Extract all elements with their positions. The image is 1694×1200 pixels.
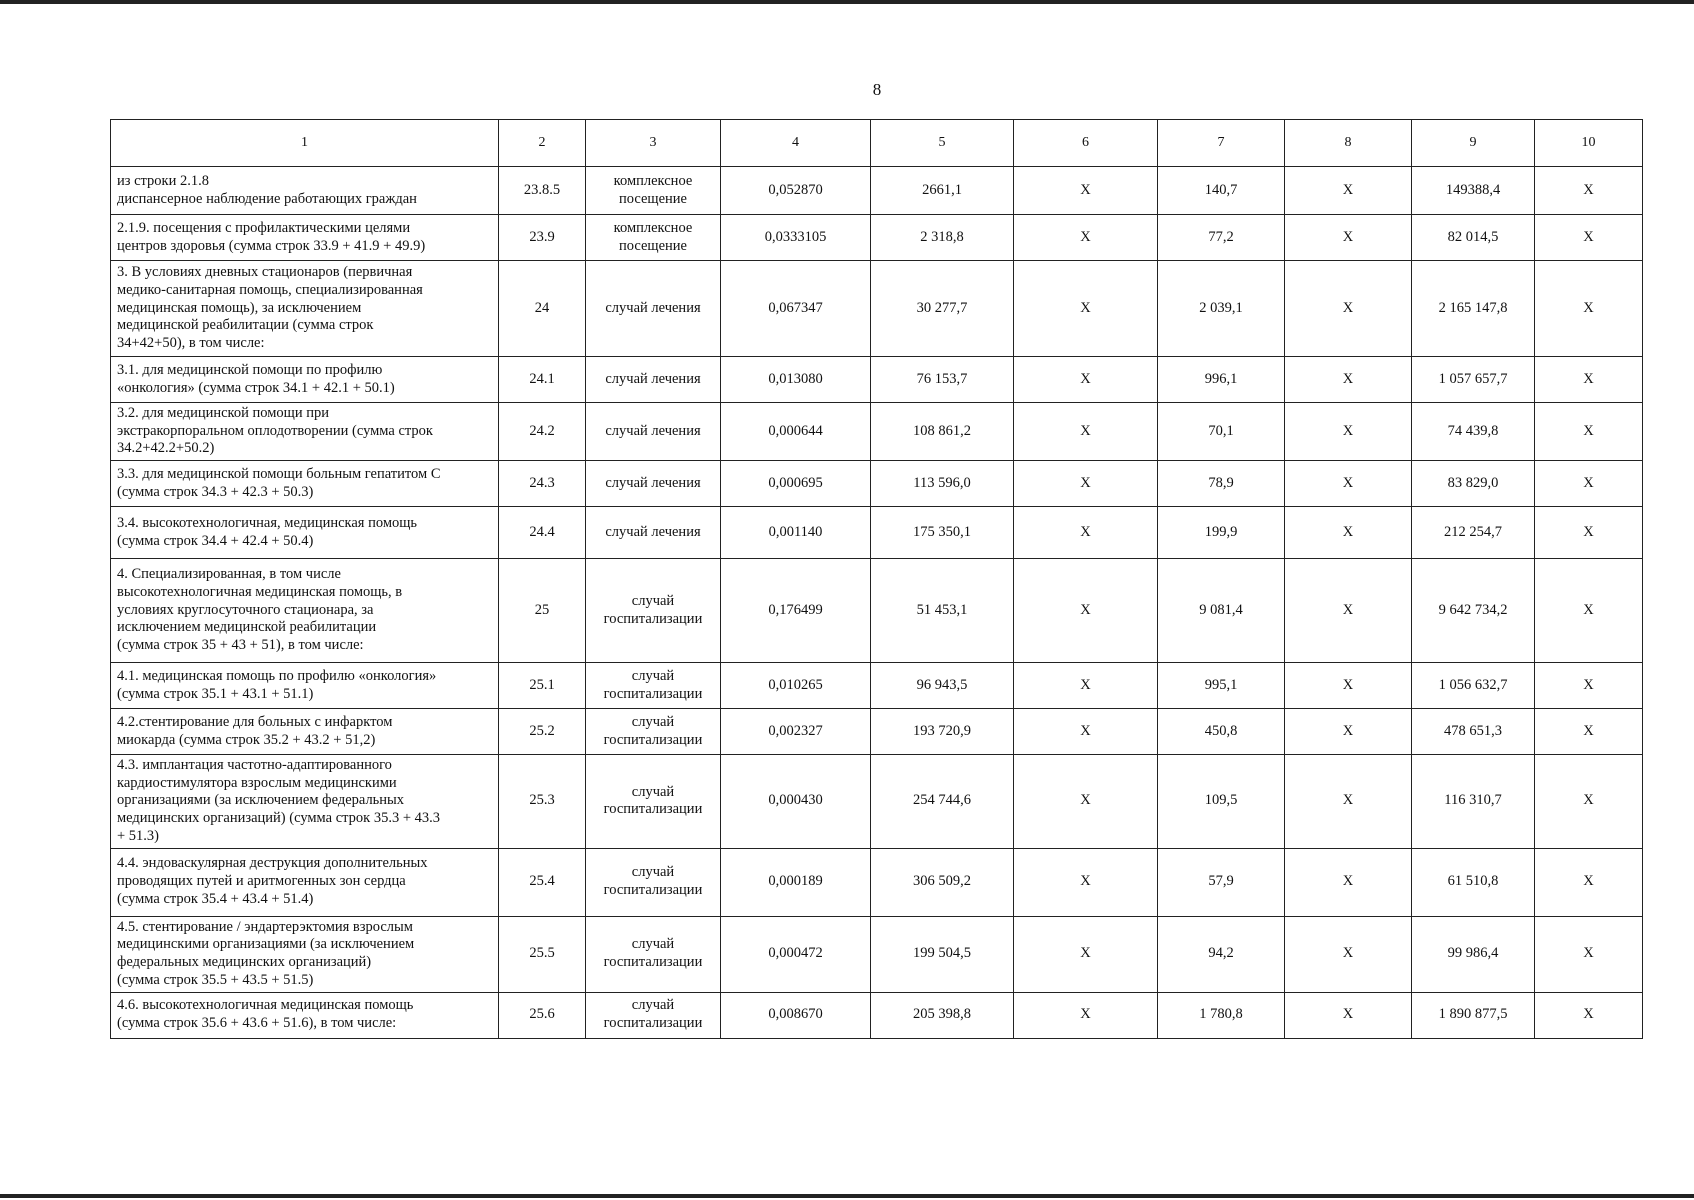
table-cell-col7: 94,2	[1158, 916, 1285, 992]
table-cell-col1: 3. В условиях дневных стационаров (первичная медико-санитарная помощь, специализированная медицинская помощь), за исключением медицинской реабилитации (сумма строк 34+42+50), в том числе:	[111, 261, 499, 357]
table-cell-col4: 0,0333105	[721, 215, 871, 261]
table-cell-col3: случай госпитализации	[586, 992, 721, 1038]
table-cell-col2: 23.8.5	[499, 167, 586, 215]
table-cell-col3: случай лечения	[586, 403, 721, 461]
table-cell-col9: 478 651,3	[1412, 709, 1535, 755]
table-cell-col3: случай лечения	[586, 357, 721, 403]
table-cell-col3: случай лечения	[586, 261, 721, 357]
table-cell-col6: X	[1014, 357, 1158, 403]
table-cell-col8: X	[1285, 461, 1412, 507]
table-cell-col9: 9 642 734,2	[1412, 559, 1535, 663]
table-row	[111, 559, 1643, 663]
table-cell-col2: 25.6	[499, 992, 586, 1038]
table-cell-col5: 96 943,5	[871, 663, 1014, 709]
table-cell-col5: 254 744,6	[871, 755, 1014, 848]
table-cell-col10: X	[1535, 992, 1643, 1038]
table-row	[111, 357, 1643, 403]
table-cell-col5: 199 504,5	[871, 916, 1014, 992]
header-row	[111, 120, 1643, 167]
table-cell-col2: 23.9	[499, 215, 586, 261]
table-cell-col9: 82 014,5	[1412, 215, 1535, 261]
table-cell-col10: X	[1535, 755, 1643, 848]
table-cell-col10: X	[1535, 357, 1643, 403]
table-cell-col1: 4.4. эндоваскулярная деструкция дополнительных проводящих путей и аритмогенных зон сердца (сумма строк 35.4 + 43.4 + 51.4)	[111, 848, 499, 916]
table-cell-col2: 25	[499, 559, 586, 663]
table-cell-col6: X	[1014, 992, 1158, 1038]
table-cell-col10: X	[1535, 709, 1643, 755]
table-cell-col7: 70,1	[1158, 403, 1285, 461]
table-cell-col8: X	[1285, 167, 1412, 215]
table-cell-col10: X	[1535, 215, 1643, 261]
table-cell-col7: 996,1	[1158, 357, 1285, 403]
table-cell-col5: 113 596,0	[871, 461, 1014, 507]
table-row	[111, 167, 1643, 215]
table-cell-col2: 25.2	[499, 709, 586, 755]
table-cell-col5: 2 318,8	[871, 215, 1014, 261]
table-cell-col8: X	[1285, 261, 1412, 357]
table-cell-col3: комплексное посещение	[586, 167, 721, 215]
table-cell-col10: X	[1535, 261, 1643, 357]
table-cell-col10: X	[1535, 559, 1643, 663]
table-cell-col7: 995,1	[1158, 663, 1285, 709]
table-cell-col2: 25.1	[499, 663, 586, 709]
table-cell-col8: X	[1285, 992, 1412, 1038]
table-cell-col8: X	[1285, 507, 1412, 559]
table-cell-col4: 0,010265	[721, 663, 871, 709]
table-cell-col6: X	[1014, 215, 1158, 261]
table-cell-col8: X	[1285, 916, 1412, 992]
page-number: 8	[872, 80, 882, 99]
table-cell-col6: X	[1014, 403, 1158, 461]
table-cell-col8: X	[1285, 215, 1412, 261]
column-header-4: 4	[721, 120, 871, 167]
table-cell-col1: 3.4. высокотехнологичная, медицинская помощь (сумма строк 34.4 + 42.4 + 50.4)	[111, 507, 499, 559]
table-cell-col8: X	[1285, 559, 1412, 663]
table-row	[111, 709, 1643, 755]
table-cell-col5: 108 861,2	[871, 403, 1014, 461]
table-cell-col1: 3.1. для медицинской помощи по профилю «онкология» (сумма строк 34.1 + 42.1 + 50.1)	[111, 357, 499, 403]
table-cell-col9: 1 056 632,7	[1412, 663, 1535, 709]
table-cell-col6: X	[1014, 261, 1158, 357]
table-cell-col8: X	[1285, 663, 1412, 709]
table-cell-col4: 0,000472	[721, 916, 871, 992]
table-cell-col9: 212 254,7	[1412, 507, 1535, 559]
table-cell-col6: X	[1014, 167, 1158, 215]
table-cell-col6: X	[1014, 507, 1158, 559]
table-cell-col6: X	[1014, 709, 1158, 755]
table-row	[111, 215, 1643, 261]
table-cell-col5: 76 153,7	[871, 357, 1014, 403]
table-cell-col9: 1 890 877,5	[1412, 992, 1535, 1038]
table-cell-col4: 0,067347	[721, 261, 871, 357]
table-cell-col7: 77,2	[1158, 215, 1285, 261]
table-cell-col4: 0,000644	[721, 403, 871, 461]
data-table	[110, 119, 1643, 1039]
table-cell-col3: случай госпитализации	[586, 755, 721, 848]
table-cell-col2: 25.3	[499, 755, 586, 848]
table-cell-col3: случай лечения	[586, 461, 721, 507]
table-cell-col4: 0,008670	[721, 992, 871, 1038]
table-cell-col7: 78,9	[1158, 461, 1285, 507]
table-cell-col1: 4.1. медицинская помощь по профилю «онкология» (сумма строк 35.1 + 43.1 + 51.1)	[111, 663, 499, 709]
table-cell-col9: 149388,4	[1412, 167, 1535, 215]
table-cell-col5: 205 398,8	[871, 992, 1014, 1038]
table-cell-col3: случай госпитализации	[586, 848, 721, 916]
table-row	[111, 916, 1643, 992]
table-cell-col2: 25.4	[499, 848, 586, 916]
column-header-10: 10	[1535, 120, 1643, 167]
column-header-5: 5	[871, 120, 1014, 167]
table-row	[111, 848, 1643, 916]
table-cell-col9: 1 057 657,7	[1412, 357, 1535, 403]
table-cell-col6: X	[1014, 916, 1158, 992]
column-header-7: 7	[1158, 120, 1285, 167]
table-row	[111, 992, 1643, 1038]
column-header-3: 3	[586, 120, 721, 167]
table-cell-col10: X	[1535, 461, 1643, 507]
table-cell-col3: случай госпитализации	[586, 709, 721, 755]
table-cell-col1: из строки 2.1.8 диспансерное наблюдение работающих граждан	[111, 167, 499, 215]
table-cell-col6: X	[1014, 663, 1158, 709]
table-cell-col6: X	[1014, 461, 1158, 507]
table-cell-col7: 140,7	[1158, 167, 1285, 215]
table-cell-col7: 9 081,4	[1158, 559, 1285, 663]
table-cell-col7: 57,9	[1158, 848, 1285, 916]
table-cell-col1: 4.3. имплантация частотно-адаптированного кардиостимулятора взрослым медицинскими организациями (за исключением федеральных медицинских организаций) (сумма строк 35.3 + 43.3 + 51.3)	[111, 755, 499, 848]
table-cell-col6: X	[1014, 848, 1158, 916]
table-cell-col1: 3.3. для медицинской помощи больным гепатитом С (сумма строк 34.3 + 42.3 + 50.3)	[111, 461, 499, 507]
table-cell-col3: случай госпитализации	[586, 559, 721, 663]
table-cell-col10: X	[1535, 167, 1643, 215]
table-cell-col1: 3.2. для медицинской помощи при экстракорпоральном оплодотворении (сумма строк 34.2+42.2+50.2)	[111, 403, 499, 461]
table-cell-col9: 2 165 147,8	[1412, 261, 1535, 357]
table-cell-col2: 24.4	[499, 507, 586, 559]
table-cell-col1: 4.5. стентирование / эндартерэктомия взрослым медицинскими организациями (за исключением федеральных медицинских организаций) (сумма строк 35.5 + 43.5 + 51.5)	[111, 916, 499, 992]
table-cell-col5: 306 509,2	[871, 848, 1014, 916]
table-cell-col7: 450,8	[1158, 709, 1285, 755]
table-cell-col4: 0,000430	[721, 755, 871, 848]
table-cell-col9: 83 829,0	[1412, 461, 1535, 507]
table-row	[111, 261, 1643, 357]
table-cell-col10: X	[1535, 848, 1643, 916]
table-cell-col10: X	[1535, 916, 1643, 992]
table-cell-col9: 74 439,8	[1412, 403, 1535, 461]
table-cell-col10: X	[1535, 507, 1643, 559]
table-cell-col4: 0,000695	[721, 461, 871, 507]
table-cell-col5: 175 350,1	[871, 507, 1014, 559]
table-cell-col7: 2 039,1	[1158, 261, 1285, 357]
table-cell-col10: X	[1535, 403, 1643, 461]
table-cell-col1: 4. Специализированная, в том числе высокотехнологичная медицинская помощь, в условиях круглосуточного стационара, за исключением медицинской реабилитации (сумма строк 35 + 43 + 51), в том числе:	[111, 559, 499, 663]
table-cell-col7: 199,9	[1158, 507, 1285, 559]
table-row	[111, 403, 1643, 461]
table-cell-col5: 193 720,9	[871, 709, 1014, 755]
table-cell-col8: X	[1285, 848, 1412, 916]
column-header-1: 1	[111, 120, 499, 167]
table-cell-col6: X	[1014, 755, 1158, 848]
table-cell-col7: 1 780,8	[1158, 992, 1285, 1038]
table-cell-col6: X	[1014, 559, 1158, 663]
table-cell-col1: 2.1.9. посещения с профилактическими целями центров здоровья (сумма строк 33.9 + 41.9 + 49.9)	[111, 215, 499, 261]
table-cell-col4: 0,052870	[721, 167, 871, 215]
table-cell-col4: 0,013080	[721, 357, 871, 403]
table-cell-col4: 0,001140	[721, 507, 871, 559]
table-cell-col1: 4.6. высокотехнологичная медицинская помощь (сумма строк 35.6 + 43.6 + 51.6), в том числе:	[111, 992, 499, 1038]
table-cell-col9: 61 510,8	[1412, 848, 1535, 916]
table-cell-col10: X	[1535, 663, 1643, 709]
table-row	[111, 755, 1643, 848]
scan-bottom-border	[0, 1194, 1694, 1198]
table-row	[111, 663, 1643, 709]
table-cell-col2: 25.5	[499, 916, 586, 992]
column-header-9: 9	[1412, 120, 1535, 167]
table-cell-col9: 99 986,4	[1412, 916, 1535, 992]
column-header-2: 2	[499, 120, 586, 167]
table-cell-col8: X	[1285, 709, 1412, 755]
column-header-6: 6	[1014, 120, 1158, 167]
table-cell-col5: 30 277,7	[871, 261, 1014, 357]
table-row	[111, 461, 1643, 507]
table-cell-col8: X	[1285, 755, 1412, 848]
table-cell-col9: 116 310,7	[1412, 755, 1535, 848]
table-cell-col1: 4.2.стентирование для больных с инфарктом миокарда (сумма строк 35.2 + 43.2 + 51,2)	[111, 709, 499, 755]
scan-top-border	[0, 0, 1694, 4]
table-cell-col3: случай госпитализации	[586, 916, 721, 992]
table-cell-col8: X	[1285, 357, 1412, 403]
table-cell-col5: 2661,1	[871, 167, 1014, 215]
table-cell-col2: 24.2	[499, 403, 586, 461]
table-cell-col2: 24	[499, 261, 586, 357]
table-cell-col2: 24.3	[499, 461, 586, 507]
table-row	[111, 507, 1643, 559]
table-cell-col8: X	[1285, 403, 1412, 461]
table-cell-col3: случай госпитализации	[586, 663, 721, 709]
table-cell-col3: комплексное посещение	[586, 215, 721, 261]
table-cell-col7: 109,5	[1158, 755, 1285, 848]
table-cell-col5: 51 453,1	[871, 559, 1014, 663]
table-cell-col3: случай лечения	[586, 507, 721, 559]
column-header-8: 8	[1285, 120, 1412, 167]
table-cell-col4: 0,176499	[721, 559, 871, 663]
table-cell-col4: 0,000189	[721, 848, 871, 916]
table-cell-col4: 0,002327	[721, 709, 871, 755]
table-cell-col2: 24.1	[499, 357, 586, 403]
